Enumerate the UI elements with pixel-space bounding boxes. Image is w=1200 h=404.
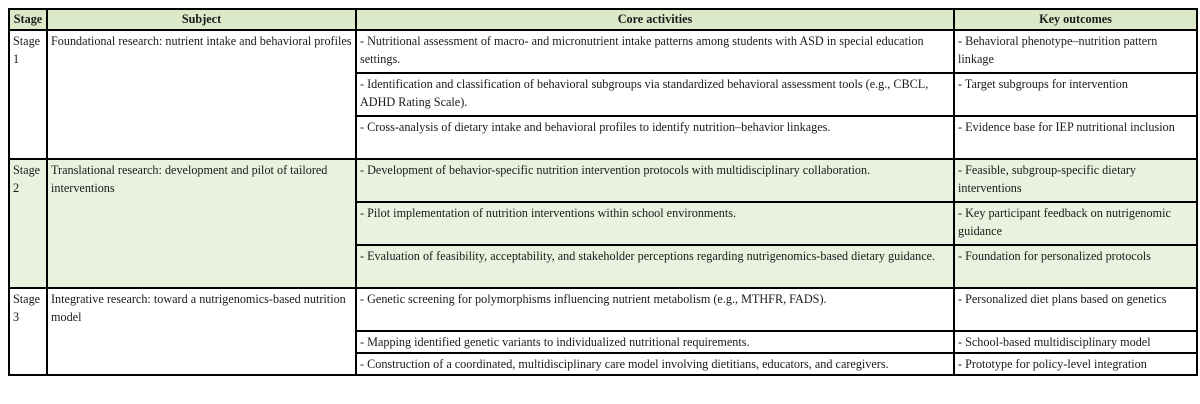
table-row xyxy=(9,30,1197,73)
header-core-activities: Core activities xyxy=(356,9,954,30)
outcome-cell: - Key participant feedback on nutrigenomic guidance xyxy=(954,202,1197,245)
stage-cell: Stage 1 xyxy=(9,30,47,159)
outcome-cell: - Personalized diet plans based on genetics xyxy=(954,288,1197,331)
activity-cell: - Identification and classification of behavioral subgroups via standardized behavioral assessment tools (e.g., CBCL, ADHD Rating Scale). xyxy=(356,73,954,116)
outcome-cell: - Foundation for personalized protocols xyxy=(954,245,1197,288)
table-row xyxy=(9,159,1197,202)
stage-cell: Stage 2 xyxy=(9,159,47,288)
subject-cell: Foundational research: nutrient intake and behavioral profiles xyxy=(47,30,356,159)
activity-cell: - Evaluation of feasibility, acceptability, and stakeholder perceptions regarding nutrigenomics-based dietary guidance. xyxy=(356,245,954,288)
outcome-cell: - Behavioral phenotype–nutrition pattern linkage xyxy=(954,30,1197,73)
header-subject: Subject xyxy=(47,9,356,30)
research-stages-table xyxy=(8,8,1198,376)
activity-cell: - Development of behavior-specific nutrition intervention protocols with multidisciplinary collaboration. xyxy=(356,159,954,202)
activity-cell: - Cross-analysis of dietary intake and behavioral profiles to identify nutrition–behavior linkages. xyxy=(356,116,954,159)
outcome-cell: - Target subgroups for intervention xyxy=(954,73,1197,116)
stage-cell: Stage 3 xyxy=(9,288,47,375)
table-row xyxy=(9,288,1197,331)
activity-cell: - Construction of a coordinated, multidisciplinary care model involving dietitians, educators, and caregivers. xyxy=(356,353,954,375)
outcome-cell: - Evidence base for IEP nutritional inclusion xyxy=(954,116,1197,159)
header-stage: Stage xyxy=(9,9,47,30)
activity-cell: - Nutritional assessment of macro- and micronutrient intake patterns among students with ASD in special education settings. xyxy=(356,30,954,73)
header-key-outcomes: Key outcomes xyxy=(954,9,1197,30)
activity-cell: - Genetic screening for polymorphisms influencing nutrient metabolism (e.g., MTHFR, FADS). xyxy=(356,288,954,331)
subject-cell: Integrative research: toward a nutrigenomics-based nutrition model xyxy=(47,288,356,375)
activity-cell: - Mapping identified genetic variants to individualized nutritional requirements. xyxy=(356,331,954,353)
outcome-cell: - School-based multidisciplinary model xyxy=(954,331,1197,353)
activity-cell: - Pilot implementation of nutrition interventions within school environments. xyxy=(356,202,954,245)
subject-cell: Translational research: development and pilot of tailored interventions xyxy=(47,159,356,288)
header-row xyxy=(9,9,1197,30)
outcome-cell: - Feasible, subgroup-specific dietary interventions xyxy=(954,159,1197,202)
outcome-cell: - Prototype for policy-level integration xyxy=(954,353,1197,375)
